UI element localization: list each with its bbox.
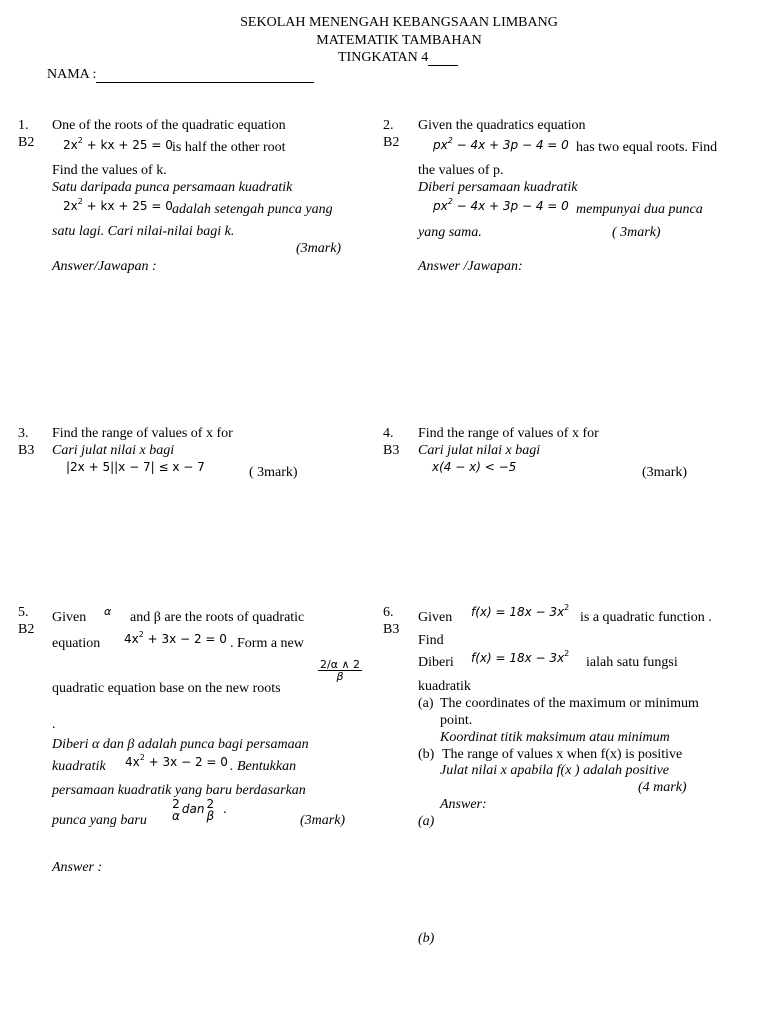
q6-diberi: Diberi: [418, 655, 454, 670]
q6-equation: $f(x) = 18x - 3x^2$: [471, 603, 570, 619]
form-line: [338, 51, 458, 66]
q2-ms-after-eq: mempunyai dua punca: [576, 202, 703, 217]
q6-ms-equation: $f(x) = 18x - 3x^2$: [471, 649, 570, 665]
q5-frac1-bottom: α: [172, 809, 180, 823]
q1-line1: One of the roots of the quadratic equation: [52, 118, 286, 133]
q5-dan: dan: [181, 802, 205, 817]
q3-marks: ( 3mark): [249, 465, 298, 480]
q6-code: B3: [383, 622, 400, 637]
q2-marks: ( 3mark): [612, 225, 661, 240]
q2-after-eq: has two equal roots. Find: [576, 140, 718, 155]
q2-ms-equation: $px^2 - 4x + 3p - 4 = 0$: [433, 197, 569, 213]
q4-ms1: Cari julat nilai x bagi: [418, 443, 541, 458]
q3-ms1: Cari julat nilai x bagi: [52, 443, 175, 458]
q4-equation: x(4 − x) < −5: [432, 460, 517, 474]
q5-ms3: persamaan kuadratik yang baru berdasarkan: [52, 783, 306, 798]
q5-roots-bottom: β: [318, 670, 362, 682]
q1-marks: (3mark): [296, 241, 342, 256]
q6-part-a-text: The coordinates of the maximum or minimum: [440, 696, 699, 711]
q1-ms-after-eq: adalah setengah punca yang: [172, 202, 333, 217]
q4-number: 4.: [383, 426, 394, 441]
q5-roots-fractions: 2 α dan 2 β .: [172, 797, 227, 823]
q5-ms-equation: $4x^2 + 3x - 2 = 0$: [125, 753, 228, 769]
name-label: NAMA :: [47, 67, 97, 82]
q1-line3: Find the values of k.: [52, 163, 167, 178]
q5-frac2-bottom: β: [206, 809, 215, 823]
q5-dot: .: [52, 717, 56, 732]
q5-number: 5.: [18, 605, 29, 620]
q5-marks: (3mark): [300, 813, 346, 828]
q5-answer-label: Answer :: [52, 860, 103, 875]
q6-part-a-label: (a): [418, 696, 434, 711]
q6-part-b-label: (b): [418, 747, 435, 762]
q5-new-roots: [318, 659, 362, 682]
subject-title: MATEMATIK TAMBAHAN: [316, 33, 482, 48]
q2-line1: Given the quadratics equation: [418, 118, 586, 133]
q5-form-new: . Form a new: [230, 636, 304, 651]
q6-answer-b: (b): [418, 931, 435, 946]
q5-frac2-top: 2: [206, 797, 215, 811]
q1-ms-equation: $2x^2$ + kx + 25 = 0: [63, 197, 173, 213]
name-line: [47, 68, 314, 83]
q2-ms1: Diberi persamaan kuadratik: [418, 180, 578, 195]
q4-marks: (3mark): [642, 465, 688, 480]
q2-ms3: yang sama.: [418, 225, 482, 240]
q5-ms2-post: . Bentukkan: [230, 759, 297, 774]
q5-line1: and β are the roots of quadratic: [130, 610, 305, 625]
q6-kuadratik: kuadratik: [418, 679, 471, 694]
form-blank: [428, 51, 458, 66]
q6-after-eq: is a quadratic function .: [580, 610, 712, 625]
q6-marks: (4 mark): [638, 780, 687, 795]
q6-part-b-ms: Julat nilai x apabila f(x ) adalah positive: [440, 763, 670, 778]
q1-ms3: satu lagi. Cari nilai-nilai bagi k.: [52, 224, 235, 239]
q6-find: Find: [418, 633, 444, 648]
q2-number: 2.: [383, 118, 394, 133]
school-title: SEKOLAH MENENGAH KEBANGSAAN LIMBANG: [240, 15, 558, 30]
q1-answer-label: Answer/Jawapan :: [52, 259, 157, 274]
q2-code: B2: [383, 135, 400, 150]
q6-answer-label: Answer:: [440, 797, 487, 812]
q3-equation: |2x + 5||x − 7| ≤ x − 7: [66, 460, 205, 474]
q1-after-eq: is half the other root: [172, 140, 286, 155]
q6-given: Given: [418, 610, 453, 625]
q5-equation: $4x^2 + 3x - 2 = 0$: [124, 630, 227, 646]
q2-answer-label: Answer /Jawapan:: [418, 259, 523, 274]
q1-number: 1.: [18, 118, 29, 133]
q4-code: B3: [383, 443, 400, 458]
q1-equation: $2x^2$ + kx + 25 = 0: [63, 136, 173, 152]
q6-part-b-text: The range of values x when f(x) is positive: [442, 747, 683, 762]
q3-code: B3: [18, 443, 35, 458]
q6-part-a-ms: Koordinat titik maksimum atau minimum: [440, 730, 670, 745]
q2-line3: the values of p.: [418, 163, 504, 178]
q5-frac1-top: 2: [172, 797, 180, 811]
q5-given: Given: [52, 610, 87, 625]
q2-equation: $px^2 - 4x + 3p - 4 = 0$: [433, 136, 569, 152]
q6-part-a-text2: point.: [440, 713, 473, 728]
q5-line3: quadratic equation base on the new roots: [52, 681, 281, 696]
q4-line1: Find the range of values of x for: [418, 426, 599, 441]
q5-code: B2: [18, 622, 35, 637]
q6-number: 6.: [383, 605, 394, 620]
q5-roots-top: 2/α ∧ 2: [320, 658, 360, 671]
q1-code: B2: [18, 135, 35, 150]
q3-number: 3.: [18, 426, 29, 441]
q6-answer-a: (a): [418, 814, 435, 829]
name-blank: [96, 68, 314, 83]
q6-ms-after-eq: ialah satu fungsi: [586, 655, 678, 670]
q5-ms2: kuadratik: [52, 759, 106, 774]
q3-line1: Find the range of values of x for: [52, 426, 233, 441]
form-title: TINGKATAN 4: [338, 50, 429, 65]
q5-ms4: punca yang baru: [52, 813, 147, 828]
q5-ms1: Diberi α dan β adalah punca bagi persamaan: [52, 737, 309, 752]
q1-ms1: Satu daripada punca persamaan kuadratik: [52, 180, 293, 195]
q5-alpha: α: [104, 605, 112, 618]
q5-equation-word: equation: [52, 636, 101, 651]
